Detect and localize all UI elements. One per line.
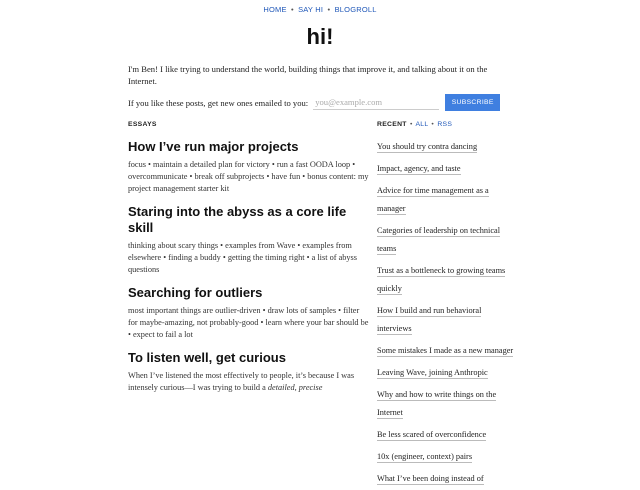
recent-post-link[interactable]: Be less scared of overconfidence: [377, 430, 487, 439]
essay-description-text: When I’ve listened the most effectively to people, it’s because I was intensely curious—I was trying to build a: [128, 371, 355, 392]
essay-description: most important things are outlier-driven • draw lots of samples • filter for maybe-amazing, not probably-good • learn where your bar should be • expect to fail a lot: [128, 306, 369, 339]
list-item: [377, 424, 515, 442]
essay-item: [128, 285, 370, 341]
list-item: [377, 158, 515, 176]
rss-link[interactable]: RSS: [437, 121, 453, 128]
nav-say-hi-link[interactable]: SAY HI: [298, 5, 324, 14]
recent-sidebar: [377, 120, 515, 490]
top-nav: [0, 5, 640, 14]
recent-header: [377, 120, 515, 130]
recent-post-link[interactable]: Categories of leadership on technical teams: [377, 226, 501, 253]
recent-post-link[interactable]: How I build and run behavioral interviews: [377, 306, 482, 333]
essay-item: [128, 350, 370, 394]
essay-item: [128, 139, 370, 195]
recent-post-list: [377, 136, 515, 486]
essay-description-emphasis: detailed, precise: [267, 383, 323, 392]
subscribe-label: If you like these posts, get new ones emailed to you:: [128, 97, 309, 108]
essay-title-link[interactable]: Searching for outliers: [128, 285, 263, 300]
recent-post-link[interactable]: What I’ve been doing instead of: [377, 474, 484, 483]
essay-description: focus • maintain a detailed plan for victory • run a fast OODA loop • overcommunicate • break off subprojects • have fun • bonus content: my project management starter kit: [128, 160, 369, 193]
list-item: [377, 468, 515, 486]
essay-title-link[interactable]: To listen well, get curious: [128, 350, 286, 365]
recent-post-link[interactable]: You should try contra dancing: [377, 142, 478, 151]
list-item: [377, 340, 515, 358]
nav-home-link[interactable]: HOME: [263, 5, 287, 14]
recent-post-link[interactable]: Some mistakes I made as a new manager: [377, 346, 514, 355]
site-title: hi!: [306, 24, 334, 49]
essay-title-link[interactable]: Staring into the abyss as a core life skill: [128, 204, 347, 235]
essays-heading: ESSAYS: [128, 121, 157, 128]
list-item: [377, 260, 515, 296]
intro-text: I'm Ben! I like trying to understand the world, building things that improve it, and talking about it on the Internet.: [128, 64, 488, 86]
recent-post-link[interactable]: Leaving Wave, joining Anthropic: [377, 368, 488, 377]
essay-item: [128, 204, 370, 276]
recent-post-link[interactable]: Trust as a bottleneck to growing teams quickly: [377, 266, 506, 293]
recent-heading: RECENT: [377, 121, 407, 128]
recent-post-link[interactable]: Advice for time management as a manager: [377, 186, 489, 213]
essay-description: thinking about scary things • examples from Wave • examples from elsewhere • finding a buddy • getting the timing right • a list of abyss questions: [128, 241, 358, 274]
list-item: [377, 180, 515, 216]
subscribe-button[interactable]: SUBSCRIBE: [445, 94, 500, 111]
email-input[interactable]: [313, 95, 439, 110]
recent-separator: •: [431, 121, 435, 128]
subscribe-form: [128, 94, 512, 111]
list-item: [377, 446, 515, 464]
list-item: [377, 136, 515, 154]
recent-post-link[interactable]: 10x (engineer, context) pairs: [377, 452, 473, 461]
nav-separator: •: [327, 5, 331, 14]
all-posts-link[interactable]: ALL: [415, 121, 429, 128]
nav-blogroll-link[interactable]: BLOGROLL: [334, 5, 377, 14]
list-item: [377, 220, 515, 256]
list-item: [377, 384, 515, 420]
essays-section: [128, 120, 370, 394]
essay-title-link[interactable]: How I’ve run major projects: [128, 139, 299, 154]
recent-post-link[interactable]: Impact, agency, and taste: [377, 164, 461, 173]
list-item: [377, 300, 515, 336]
essay-description: [128, 370, 370, 394]
list-item: [377, 362, 515, 380]
recent-post-link[interactable]: Why and how to write things on the Internet: [377, 390, 497, 417]
recent-separator: •: [409, 121, 413, 128]
nav-separator: •: [290, 5, 294, 14]
